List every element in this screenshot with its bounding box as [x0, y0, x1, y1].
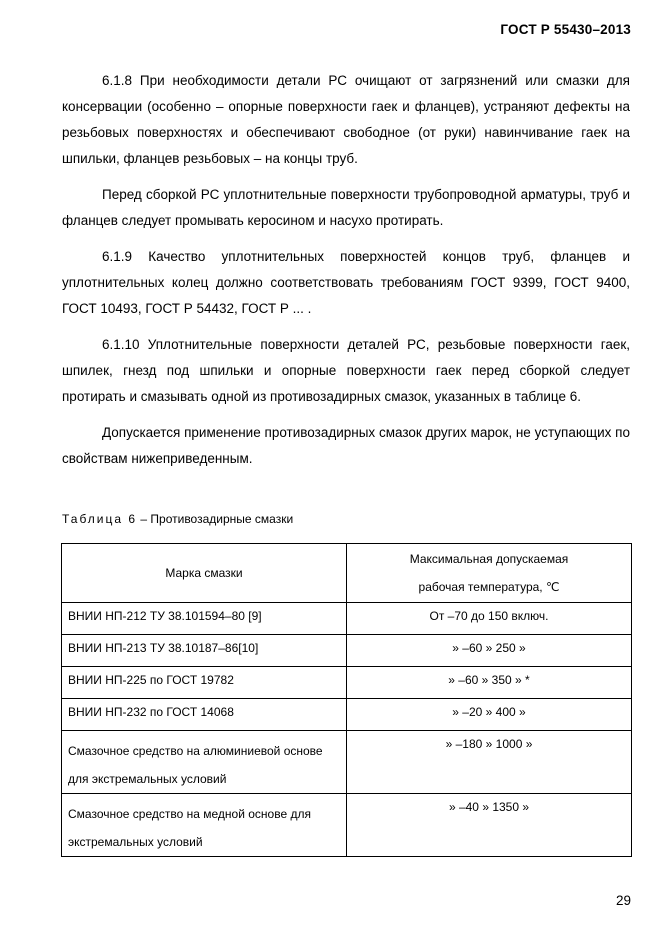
table-caption — [62, 512, 293, 526]
cell-temperature: » –180 » 1000 » — [347, 731, 632, 794]
cell-brand: ВНИИ НП-213 ТУ 38.10187–86[10] — [62, 635, 347, 667]
table-row — [62, 794, 632, 857]
lubricants-table — [61, 543, 632, 857]
cell-temperature: » –20 » 400 » — [347, 699, 632, 731]
cell-brand: ВНИИ НП-225 по ГОСТ 19782 — [62, 667, 347, 699]
paragraph-6-1-9: 6.1.9 Качество уплотнительных поверхностей концов труб, фланцев и уплотнительных колец должно соответствовать требованиям ГОСТ 9399, ГОСТ 9400, ГОСТ 10493, ГОСТ Р 54432, ГОСТ Р ... . — [62, 249, 630, 316]
paragraph-6-1-10: 6.1.10 Уплотнительные поверхности деталей РС, резьбовые поверхности гаек, шпилек, гнезд под шпильки и опорные поверхности гаек перед сборкой следует протирать и смазывать одной из противозадирных смазок, указанных в таблице 6. — [62, 337, 630, 404]
table-header-row — [62, 544, 632, 603]
table-row — [62, 667, 632, 699]
table-row — [62, 603, 632, 635]
cell-temperature: » –60 » 250 » — [347, 635, 632, 667]
column-header-temperature-line1: Максимальная допускаемая — [409, 552, 569, 566]
paragraph-assembly-cleaning: Перед сборкой РС уплотнительные поверхности трубопроводной арматуры, труб и фланцев следует промывать керосином и насухо протирать. — [62, 187, 630, 228]
table-caption-title: – Противозадирные смазки — [137, 512, 294, 526]
page-number: 29 — [615, 893, 631, 908]
paragraph-allowed-lubricants: Допускается применение противозадирных смазок других марок, не уступающих по свойствам нижеприведенным. — [62, 425, 630, 466]
body-text — [62, 68, 630, 482]
table-row — [62, 635, 632, 667]
document-header: ГОСТ Р 55430–2013 — [500, 22, 631, 37]
column-header-temperature-line2: рабочая температура, ℃ — [418, 580, 560, 594]
cell-temperature: » –60 » 350 » * — [347, 667, 632, 699]
table-caption-label: Таблица 6 — [62, 512, 138, 526]
cell-temperature: » –40 » 1350 » — [347, 794, 632, 857]
paragraph-6-1-8: 6.1.8 При необходимости детали РС очищают от загрязнений или смазки для консервации (особенно – опорные поверхности гаек и фланцев), устраняют дефекты на резьбовых поверхностях и обеспечивают свободное (от руки) навинчивание гаек на шпильки, фланцев резьбовых – на концы труб. — [62, 73, 630, 166]
column-header-temperature — [347, 544, 632, 603]
cell-brand: Смазочное средство на алюминиевой основе для экстремальных условий — [62, 731, 347, 794]
cell-temperature: От –70 до 150 включ. — [347, 603, 632, 635]
column-header-brand: Марка смазки — [62, 544, 347, 603]
cell-brand: ВНИИ НП-212 ТУ 38.101594–80 [9] — [62, 603, 347, 635]
cell-brand: ВНИИ НП-232 по ГОСТ 14068 — [62, 699, 347, 731]
cell-brand: Смазочное средство на медной основе для экстремальных условий — [62, 794, 347, 857]
table-row — [62, 699, 632, 731]
table-row — [62, 731, 632, 794]
